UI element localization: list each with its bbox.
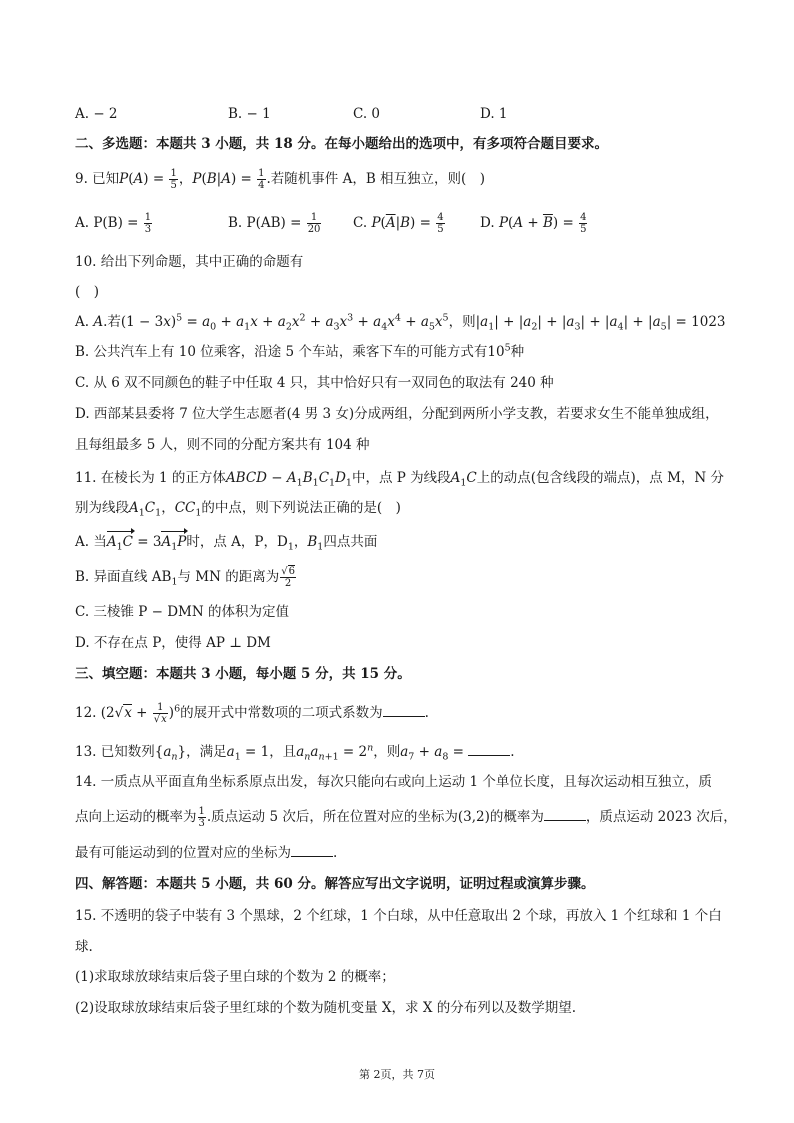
- question-12: 12. (2√x + $\frac{1}{√x}$ )$^6$的展开式中常数项的二项式系数为 .: [75, 702, 429, 725]
- question-11-option-d: D. 不存在点 P，使得 AP ⊥ DM: [75, 635, 271, 651]
- section-3-heading: 三、填空题：本题共 3 小题，每小题 5 分，共 15 分。: [75, 666, 411, 682]
- question-14-line2: 点向上运动的概率为 $\frac{1}{3}$ .质点运动 5 次后，所在位置对应的坐标为(3,2)的概率为 ，质点运动 2023 次后，: [75, 806, 737, 829]
- question-10-stem: 10. 给出下列命题，其中正确的命题有: [75, 254, 304, 270]
- question-10-paren: ( ): [75, 284, 100, 300]
- q8-option-c: C. 0: [353, 106, 381, 122]
- question-9-option-d: D. $P(A + \overline{B})$ = $\frac{4}{5}$: [480, 212, 587, 235]
- question-10-option-c: C. 从 6 双不同颜色的鞋子中任取 4 只，其中恰好只有一双同色的取法有 240 种: [75, 375, 554, 391]
- question-11-option-b: B. 异面直线 $AB_1$与 MN 的距离为 $\frac{√6}{2}$: [75, 566, 295, 589]
- q12-answer-blank[interactable]: [383, 704, 425, 717]
- question-11-stem-line2: 别为线段$A_1C_1$，$CC_1$的中点，则下列说法正确的是( ): [75, 500, 401, 519]
- question-9-stem: 9. 已知P(A) = $\frac{1}{5}$ ，P(B|A) = $\frac{1}{4}$ .若随机事件 A，B 相互独立，则( ): [75, 168, 486, 191]
- q14-answer-blank-1[interactable]: [544, 808, 586, 821]
- question-15-line1: 15. 不透明的袋子中装有 3 个黑球，2 个红球，1 个白球，从中任意取出 2 个球，再放入 1 个红球和 1 个白: [75, 908, 722, 924]
- question-10-option-b: B. 公共汽车上有 10 位乘客，沿途 5 个车站，乘客下车的可能方式有$10^5$种: [75, 342, 525, 360]
- question-9-option-c: C. $P(\overline{A}|B)$ = $\frac{4}{5}$: [353, 212, 444, 235]
- question-14-line1: 14. 一质点从平面直角坐标系原点出发，每次只能向右或向上运动 1 个单位长度，且每次运动相互独立，质: [75, 774, 712, 790]
- section-2-heading: 二、多选题：本题共 3 小题，共 18 分。在每小题给出的选项中，有多项符合题目要求。: [75, 136, 608, 152]
- q8-option-a: A. − 2: [75, 106, 118, 122]
- question-10-option-d-line1: D. 西部某县委将 7 位大学生志愿者(4 男 3 女)分成两组，分配到两所小学支教，若要求女生不能单独成组，: [75, 406, 719, 422]
- q8-option-d: D. 1: [480, 106, 508, 122]
- question-10-option-a: A. A.若$(1 - 3x)^5 = a_0 + a_1x + a_2x^2 + a_3x^3 + a_4x^4 + a_5x^5$，则$|a_1| + |a_2| + |a_3| + |a_4| + |a_5| = 1023$: [75, 312, 726, 333]
- question-11-stem-line1: 11. 在棱长为 1 的正方体ABCD − $A_1B_1C_1D_1$中，点 P 为线段$A_1C$上的动点(包含线段的端点)，点 M，N 分: [75, 470, 725, 489]
- question-10-option-d-line2: 且每组最多 5 人，则不同的分配方案共有 104 种: [75, 437, 370, 453]
- question-13: 13. 已知数列$\{a_n\}$，满足$a_1 = 1$，且$a_na_{n+1} = 2^n$，则$a_7 + a_8$ = .: [75, 742, 515, 763]
- question-9-option-b: B. P(AB) = $\frac{1}{20}$: [228, 212, 321, 235]
- section-4-heading: 四、解答题：本题共 5 小题，共 60 分。解答应写出文字说明，证明过程或演算步骤。: [75, 876, 595, 892]
- question-15-part1: (1)求取球放球结束后袋子里白球的个数为 2 的概率；: [75, 969, 395, 985]
- q8-option-b: B. − 1: [228, 106, 271, 122]
- question-15-part2: (2)设取球放球结束后袋子里红球的个数为随机变量 X，求 X 的分布列以及数学期望.: [75, 1000, 577, 1016]
- question-9-option-a: A. P(B) = $\frac{1}{3}$: [75, 212, 152, 235]
- page-footer: 第 2页，共 7页: [359, 1068, 435, 1081]
- question-11-option-c: C. 三棱锥 P − DMN 的体积为定值: [75, 604, 289, 620]
- q14-answer-blank-2[interactable]: [291, 844, 333, 857]
- question-11-option-a: A. 当$A_1C = 3A_1P$时，点 A，P，$D_1$，$B_1$四点共面: [75, 534, 378, 553]
- question-15-line2: 球.: [75, 939, 93, 955]
- q13-answer-blank[interactable]: [468, 743, 510, 756]
- question-14-line3: 最有可能运动到的位置对应的坐标为 .: [75, 845, 338, 861]
